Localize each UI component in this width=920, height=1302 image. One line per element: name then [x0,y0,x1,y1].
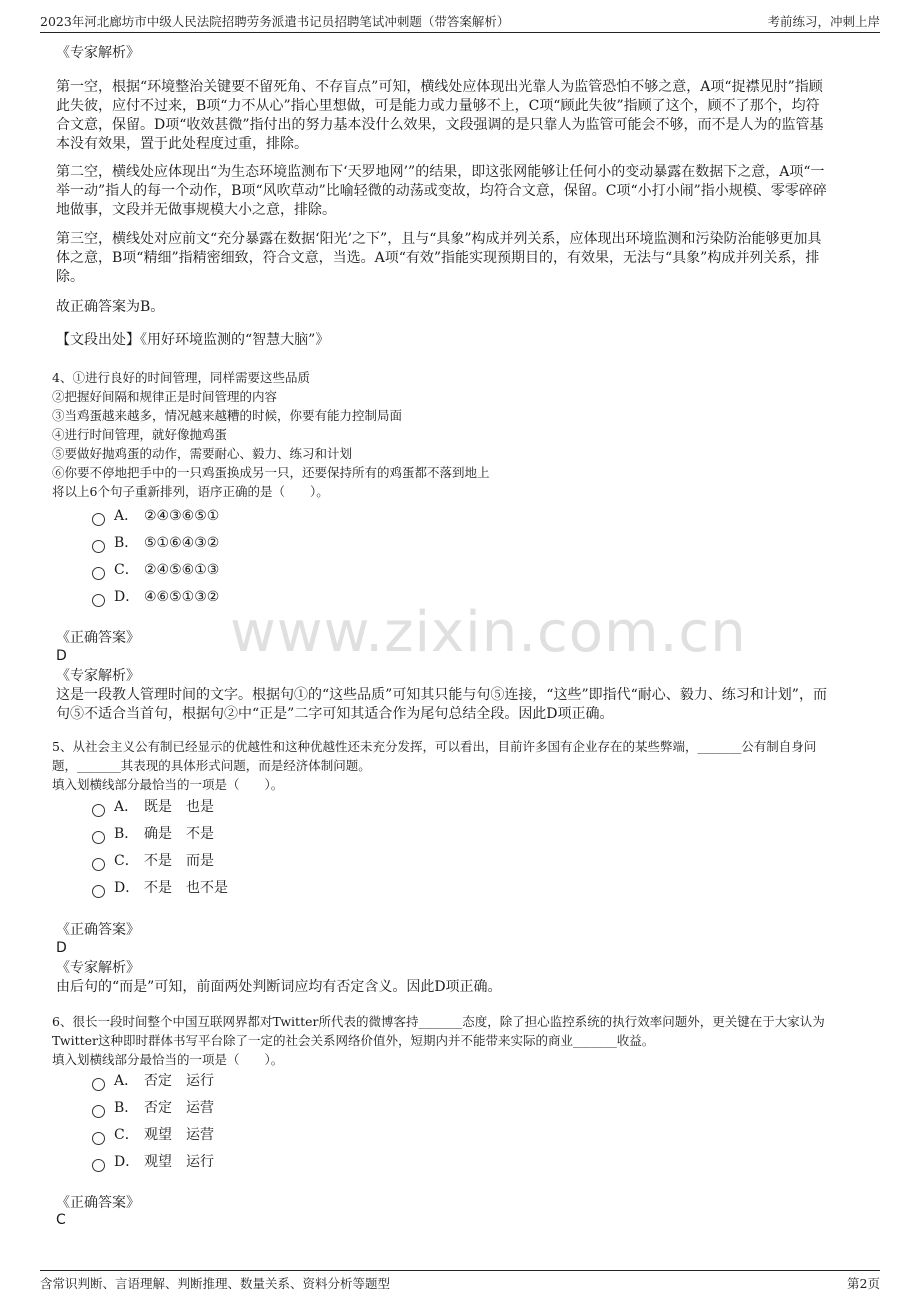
radio-button[interactable] [92,804,105,817]
q6-option-a[interactable]: A． 否定 运行 [92,1070,214,1092]
radio-button[interactable] [92,513,105,526]
q5-analysis: 由后句的“而是”可知，前面两处判断词应均有否定含义。因此D项正确。 [56,979,502,995]
q5-option-a[interactable]: A． 既是 也是 [92,796,214,818]
radio-button[interactable] [92,1105,105,1118]
page-header [40,12,880,33]
conclusion: 故正确答案为B。 [56,299,165,315]
analysis-paragraph-1: 第一空，根据“环境整治关键要不留死角、不存盲点”可知，横线处应体现出光靠人为监管恐怕不够之意，A项“捉襟见肘”指顾 此失彼，应付不过来，B项“力不从心”指心里想做，可是能力或力量够不上，C项“顾此失彼”指顾了这个，顾不了那个，均符 合文意，保留。D项“收效甚微”指付出的努力基本没什么效果，文段强调的是只靠人为监管可能会不够，而不是人为的监管基 本没有效果，置于此处程度过重，排除。 [56,79,824,152]
radio-button[interactable] [92,885,105,898]
radio-button[interactable] [92,1078,105,1091]
q5-option-c[interactable]: C． 不是 而是 [92,850,214,872]
q6-answer-label: 《正确答案》 [56,1195,140,1211]
document-title: 2023年河北廊坊市中级人民法院招聘劳务派遣书记员招聘笔试冲刺题（带答案解析） [40,14,510,29]
question-6-stem: 6、很长一段时间整个中国互联网界都对Twitter所代表的微博客持_______态度，除了担心监控系统的执行效率问题外，更关键在于大家认为 Twitter这种即时群体书写平台除了一定的社会关系网络价值外，短期内并不能带来实际的商业_______收益。 填入划横线部分最恰当的一项是（ ）。 [52,1014,825,1067]
radio-button[interactable] [92,540,105,553]
q4-option-b[interactable]: B． ⑤①⑥④③② [92,532,219,554]
header-slogan: 考前练习，冲刺上岸 [767,14,880,29]
radio-button[interactable] [92,1159,105,1172]
footer-note: 含常识判断、言语理解、判断推理、数量关系、资料分析等题型 [40,1276,391,1291]
radio-button[interactable] [92,567,105,580]
question-4-stem: 4、①进行良好的时间管理，同样需要这些品质 ②把握好间隔和规律正是时间管理的内容 ③当鸡蛋越来越多，情况越来越糟的时候，你要有能力控制局面 ④进行时间管理，就好像抛鸡蛋 ⑤要做好抛鸡蛋的动作，需要耐心、毅力、练习和计划 ⑥你要不停地把手中的一只鸡蛋换成另一只，还要保持所有的鸡蛋都不落到地上 将以上6个句子重新排列，语序正确的是（ ）。 [52,370,490,499]
q6-option-b[interactable]: B． 否定 运营 [92,1097,214,1119]
analysis-label: 《专家解析》 [56,45,140,61]
analysis-paragraph-2: 第二空，横线处应体现出“为生态环境监测布下‘天罗地网’”的结果，即这张网能够让任何小的变动暴露在数据下之意，A项“一 举一动”指人的每一个动作，B项“风吹草动”比喻轻微的动荡或变故，均符合文意，保留。C项“小打小闹”指小规模、零零碎碎 地做事，文段并无做事规模大小之意，排除。 [56,164,827,218]
q4-option-c[interactable]: C． ②④⑤⑥①③ [92,559,219,581]
radio-button[interactable] [92,1132,105,1145]
source-citation: 【文段出处】《用好环境监测的“智慧大脑”》 [56,332,330,348]
q4-option-d[interactable]: D． ④⑥⑤①③② [92,586,219,608]
page-footer [40,1270,880,1293]
q4-analysis: 这是一段教人管理时间的文字。根据句①的“这些品质”可知其只能与句⑤连接，“这些”即指代“耐心、毅力、练习和计划”，而 句⑤不适合当首句，根据句②中“正是”二字可知其适合作为尾句总结全段。因此D项正确。 [56,687,827,722]
radio-button[interactable] [92,858,105,871]
watermark: www.zixin.com.cn [230,600,747,665]
page-number: 第2页 [847,1276,880,1291]
q5-option-b[interactable]: B． 确是 不是 [92,823,214,845]
q5-answer-label: 《正确答案》 [56,922,140,938]
q4-answer: D [56,648,67,664]
q4-answer-label: 《正确答案》 [56,630,140,646]
q5-analysis-label: 《专家解析》 [56,960,140,976]
radio-button[interactable] [92,594,105,607]
q6-option-d[interactable]: D． 观望 运行 [92,1151,214,1173]
q5-option-d[interactable]: D． 不是 也不是 [92,877,228,899]
q6-option-c[interactable]: C． 观望 运营 [92,1124,214,1146]
q4-option-a[interactable]: A． ②④③⑥⑤① [92,505,219,527]
radio-button[interactable] [92,831,105,844]
q6-answer: C [56,1212,66,1228]
q4-analysis-label: 《专家解析》 [56,668,140,684]
question-5-stem: 5、从社会主义公有制已经显示的优越性和这种优越性还未充分发挥，可以看出，目前许多国有企业存在的某些弊端，_______公有制自身问 题，_______其表现的具体形式问题，而是经济体制问题。 填入划横线部分最恰当的一项是（ ）。 [52,739,817,792]
q5-answer: D [56,940,67,956]
analysis-paragraph-3: 第三空，横线处对应前文“充分暴露在数据‘阳光’之下”，且与“具象”构成并列关系，应体现出环境监测和污染防治能够更加具 体之意，B项“精细”指精密细致，符合文意，当选。A项“有效”指能实现预期目的，有效果，无法与“具象”构成并列关系，排 除。 [56,231,822,285]
